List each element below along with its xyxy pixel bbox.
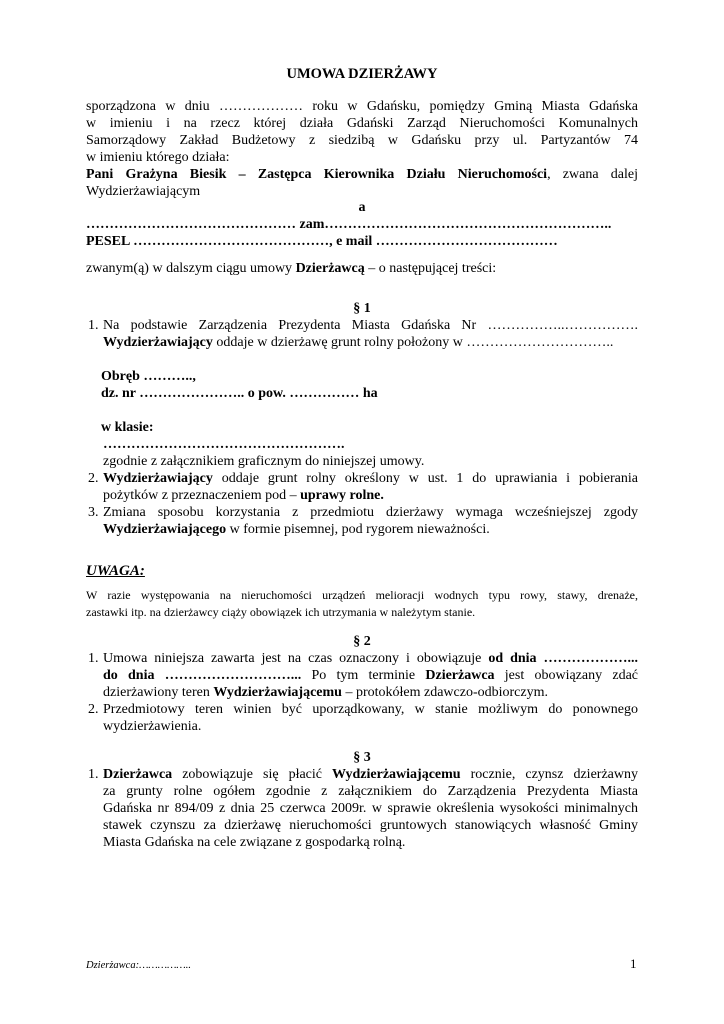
uwaga-label: UWAGA:	[86, 563, 145, 579]
intro-line: w imieniu którego działa:	[86, 150, 230, 165]
s2-item-2: 2. Przedmiotowy teren winien być uporządkowany, w stanie możliwym do ponownego wydzierżawienia.	[88, 702, 638, 734]
soil-class-label: w klasie:	[101, 420, 154, 435]
item-number: 3.	[88, 505, 99, 520]
representative-name: Pani Grażyna Biesik – Zastępca Kierownika Działu Nieruchomości	[86, 167, 548, 182]
obreb-field: Obręb ………..,	[101, 369, 196, 384]
uwaga-note: W razie występowania na nieruchomości urządzeń melioracji wodnych typu rowy, stawy, drenaże, zastawki itp. na dzierżawcy ciąży obowiązek ich utrzymania w należytym stanie.	[86, 588, 638, 619]
item-number: 2.	[88, 702, 99, 717]
parcel-field: dz. nr ………………….. o pow. …………… ha	[101, 386, 378, 401]
tenant-designation: zwanym(ą) w dalszym ciągu umowy Dzierżawcą – o następującej treści:	[86, 261, 497, 276]
section-1-heading: § 1	[353, 301, 371, 316]
representative-line: Pani Grażyna Biesik – Zastępca Kierownika Działu Nieruchomości, zwana dalej	[86, 167, 638, 182]
section-2-heading: § 2	[353, 634, 371, 649]
s2-item-1: 1. Umowa niniejsza zawarta jest na czas oznaczony i obowiązuje od dnia ………………... do dnia ………………………... Po tym terminie Dzierżawca jest obowiązany zdać dzierżawiony teren Wydzierżawiającemu – protokółem zdawczo-odbiorczym.	[88, 651, 639, 700]
tenant-pesel-email-line: PESEL ……………………………………, e mail …………………………………	[86, 234, 558, 249]
section-3-heading: § 3	[353, 750, 371, 765]
intro-paragraph	[86, 98, 638, 200]
tenant-address-line: ……………………………………… zam……………………………………………………..	[86, 217, 612, 232]
page-number: 1	[630, 956, 637, 971]
item-number: 2.	[88, 471, 99, 486]
s3-item-1: 1. Dzierżawca zobowiązuje się płacić Wydzierżawiającemu rocznie, czynsz dzierżawny za grunty rolne ogółem zgodnie z załącznikiem do Zarządzenia Prezydenta Miasta Gdańska nr 894/09 z dnia 25 czerwca 2009r. w sprawie określenia wysokości minimalnych stawek czynszu za dzierżawę nieruchomości gruntowych stanowiących własność Gminy Miasta Gdańska na cele związane z gospodarką rolną.	[88, 767, 638, 850]
intro-line: w imieniu i na rzecz której działa Gdański Zarząd Nieruchomości Komunalnych	[86, 116, 638, 131]
s1-item-3: 3. Zmiana sposobu korzystania z przedmiotu dzierżawy wymaga wcześniejszej zgody Wydzierżawiającego w formie pisemnej, pod rygorem nieważności.	[88, 505, 638, 537]
s1-item-1: 1. Na podstawie Zarządzenia Prezydenta Miasta Gdańska Nr ……………..……………. Wydzierżawiający oddaje w dzierżawę grunt rolny położony w …………………………..	[88, 318, 638, 350]
item-number: 1.	[88, 318, 99, 333]
graphic-annex-note: zgodnie z załącznikiem graficznym do niniejszej umowy.	[103, 454, 425, 469]
footer-tenant-signature: Dzierżawca:……………..	[86, 960, 192, 971]
intro-line: sporządzona w dniu ……………… roku w Gdańsku, pomiędzy Gminą Miasta Gdańska	[86, 99, 638, 114]
intro-line: Wydzierżawiającym	[86, 184, 201, 199]
conjunction-a: a	[358, 200, 366, 215]
item-number: 1.	[88, 767, 99, 782]
soil-class-dots: …………………………………………….	[103, 437, 345, 452]
item-number: 1.	[88, 651, 99, 666]
intro-line: Samorządowy Zakład Budżetowy z siedzibą w Gdańsku przy ul. Partyzantów 74	[86, 133, 638, 148]
document-title: UMOWA DZIERŻAWY	[286, 66, 438, 82]
s1-item-2: 2. Wydzierżawiający oddaje grunt rolny określony w ust. 1 do uprawiania i pobierania pożytków z przeznaczeniem pod – uprawy rolne.	[88, 471, 638, 503]
